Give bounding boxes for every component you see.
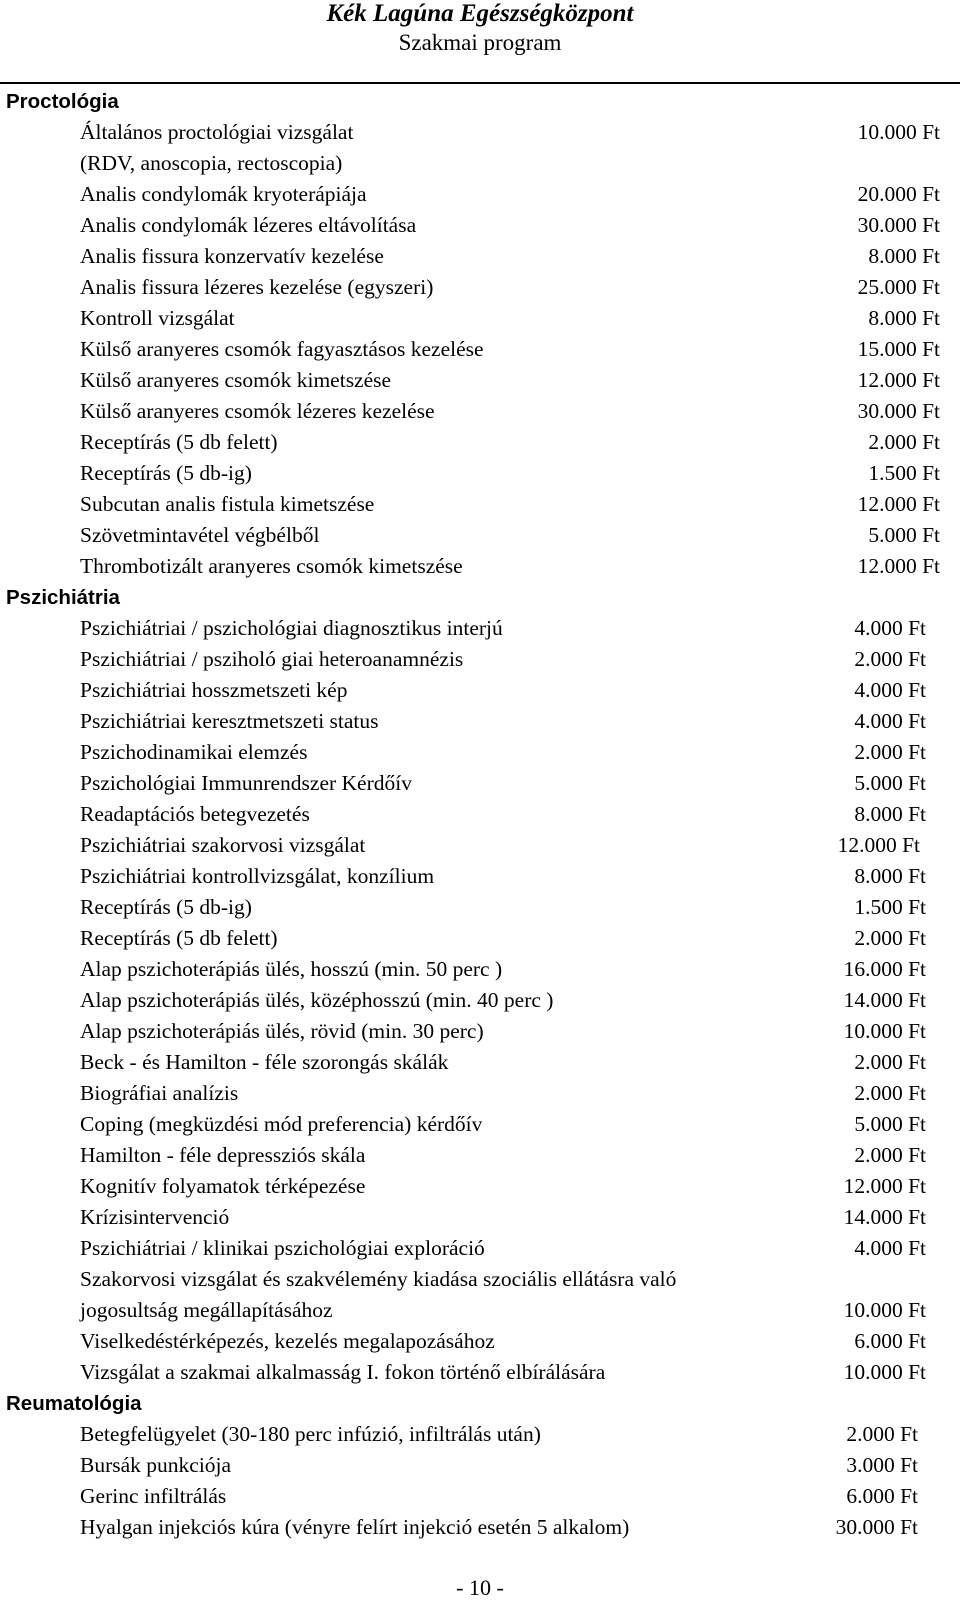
list-item: [0, 365, 960, 396]
item-label: Pszichiátriai keresztmetszeti status: [80, 709, 379, 733]
list-item: [0, 210, 960, 241]
item-price: 16.000 Ft: [843, 957, 926, 981]
item-price: 4.000 Ft: [854, 616, 926, 640]
list-item: [0, 1512, 960, 1543]
item-label: Pszichiátriai / psziholó giai heteroanamnézis: [80, 647, 464, 671]
list-item: [0, 1419, 960, 1450]
item-price: 8.000 Ft: [868, 306, 940, 330]
item-label: Analis fissura konzervatív kezelése: [80, 244, 384, 268]
price-list: [0, 86, 960, 1543]
item-price: 5.000 Ft: [868, 523, 940, 547]
item-price: 2.000 Ft: [854, 1081, 926, 1105]
item-label: Pszichiátriai hosszmetszeti kép: [80, 678, 348, 702]
item-price: 12.000 Ft: [857, 554, 940, 578]
item-label: Biográfiai analízis: [80, 1081, 239, 1105]
item-label: Bursák punkciója: [80, 1453, 232, 1477]
item-price: 12.000 Ft: [857, 368, 940, 392]
list-item: [0, 427, 960, 458]
item-label: Pszichiátriai szakorvosi vizsgálat: [80, 833, 366, 857]
list-item: [0, 675, 960, 706]
list-item: [0, 520, 960, 551]
list-item: [0, 1140, 960, 1171]
section-proctologia: [0, 86, 960, 582]
item-price: 10.000 Ft: [843, 1019, 926, 1043]
item-label: Analis condylomák lézeres eltávolítása: [80, 213, 417, 237]
item-price: 2.000 Ft: [846, 1422, 918, 1446]
item-label: Külső aranyeres csomók lézeres kezelése: [80, 399, 435, 423]
header-divider: [0, 82, 960, 84]
list-item: [0, 1481, 960, 1512]
item-price: 4.000 Ft: [854, 678, 926, 702]
list-item: [0, 1326, 960, 1357]
item-price: 2.000 Ft: [854, 926, 926, 950]
list-item: [0, 148, 960, 179]
item-label: Kognitív folyamatok térképezése: [80, 1174, 366, 1198]
item-label: Külső aranyeres csomók kimetszése: [80, 368, 392, 392]
list-item: [0, 613, 960, 644]
list-item: [0, 1047, 960, 1078]
item-label: Alap pszichoterápiás ülés, középhosszú (min. 40 perc ): [80, 988, 554, 1012]
item-price: 2.000 Ft: [854, 1050, 926, 1074]
section-pszichiatria: [0, 582, 960, 1388]
item-label: Pszichiátriai / klinikai pszichológiai exploráció: [80, 1236, 485, 1260]
item-price: 5.000 Ft: [854, 1112, 926, 1136]
item-label: Alap pszichoterápiás ülés, hosszú (min. 50 perc ): [80, 957, 503, 981]
item-label: Szakorvosi vizsgálat és szakvélemény kiadása szociális ellátásra való: [80, 1267, 677, 1291]
item-label: Gerinc infiltrálás: [80, 1484, 227, 1508]
item-label: Receptírás (5 db-ig): [80, 461, 252, 485]
item-price: 3.000 Ft: [846, 1453, 918, 1477]
item-price: 8.000 Ft: [854, 864, 926, 888]
item-label: Általános proctológiai vizsgálat: [80, 120, 354, 144]
item-price: 14.000 Ft: [843, 988, 926, 1012]
list-item: [0, 768, 960, 799]
list-item: [0, 179, 960, 210]
list-item: [0, 396, 960, 427]
item-price: 10.000 Ft: [843, 1298, 926, 1322]
item-price: 30.000 Ft: [835, 1515, 918, 1539]
item-price: 12.000 Ft: [837, 833, 920, 857]
item-price: 6.000 Ft: [854, 1329, 926, 1353]
item-label: Pszichiátriai / pszichológiai diagnosztikus interjú: [80, 616, 503, 640]
list-item: [0, 799, 960, 830]
item-price: 10.000 Ft: [843, 1360, 926, 1384]
item-price: 25.000 Ft: [857, 275, 940, 299]
item-label: Alap pszichoterápiás ülés, rövid (min. 30 perc): [80, 1019, 484, 1043]
item-price: 12.000 Ft: [857, 492, 940, 516]
list-item: [0, 334, 960, 365]
item-price: 15.000 Ft: [857, 337, 940, 361]
item-price: 8.000 Ft: [868, 244, 940, 268]
item-price: 1.500 Ft: [854, 895, 926, 919]
item-price: 4.000 Ft: [854, 709, 926, 733]
item-price: 2.000 Ft: [868, 430, 940, 454]
item-label: jogosultság megállapításához: [80, 1298, 333, 1322]
item-price: 4.000 Ft: [854, 1236, 926, 1260]
item-label: Pszichológiai Immunrendszer Kérdőív: [80, 771, 412, 795]
item-price: 20.000 Ft: [857, 182, 940, 206]
item-price: 2.000 Ft: [854, 1143, 926, 1167]
section-title: Pszichiátria: [6, 586, 120, 609]
item-price: 10.000 Ft: [857, 120, 940, 144]
list-item: [0, 1202, 960, 1233]
item-label: Coping (megküzdési mód preferencia) kérdőív: [80, 1112, 483, 1136]
list-item: [0, 892, 960, 923]
list-item: [0, 489, 960, 520]
list-item: [0, 1233, 960, 1264]
item-label: Szövetmintavétel végbélből: [80, 523, 320, 547]
item-label: Hamilton - féle depressziós skála: [80, 1143, 366, 1167]
item-label: Beck - és Hamilton - féle szorongás skálák: [80, 1050, 449, 1074]
item-label: Pszichiátriai kontrollvizsgálat, konzílium: [80, 864, 435, 888]
list-item: [0, 1450, 960, 1481]
page-number: - 10 -: [456, 1575, 504, 1600]
list-item: [0, 241, 960, 272]
list-item: [0, 1295, 960, 1326]
item-label: Subcutan analis fistula kimetszése: [80, 492, 375, 516]
organization-title: Kék Lagúna Egészségközpont: [326, 0, 634, 27]
item-price: 30.000 Ft: [857, 213, 940, 237]
item-label: Hyalgan injekciós kúra (vényre felírt injekció esetén 5 alkalom): [80, 1515, 630, 1539]
list-item: [0, 1109, 960, 1140]
item-label: Analis fissura lézeres kezelése (egyszeri): [80, 275, 434, 299]
list-item: [0, 551, 960, 582]
list-item: [0, 644, 960, 675]
item-label: Receptírás (5 db felett): [80, 926, 278, 950]
list-item: [0, 303, 960, 334]
item-label: Readaptációs betegvezetés: [80, 802, 310, 826]
list-item: [0, 458, 960, 489]
item-price: 1.500 Ft: [868, 461, 940, 485]
list-item: [0, 1016, 960, 1047]
item-label: Krízisintervenció: [80, 1205, 230, 1229]
item-label: Receptírás (5 db felett): [80, 430, 278, 454]
section-title: Proctológia: [6, 90, 119, 113]
list-item: [0, 706, 960, 737]
item-price: 12.000 Ft: [843, 1174, 926, 1198]
item-price: 8.000 Ft: [854, 802, 926, 826]
list-item: [0, 861, 960, 892]
item-price: 6.000 Ft: [846, 1484, 918, 1508]
item-label: Külső aranyeres csomók fagyasztásos kezelése: [80, 337, 484, 361]
program-subtitle: Szakmai program: [398, 30, 562, 55]
item-label: Betegfelügyelet (30-180 perc infúzió, infiltrálás után): [80, 1422, 541, 1446]
list-item: [0, 117, 960, 148]
item-price: 14.000 Ft: [843, 1205, 926, 1229]
list-item: [0, 1357, 960, 1388]
section-reumatologia: [0, 1388, 960, 1543]
item-label: Vizsgálat a szakmai alkalmasság I. fokon történő elbírálására: [80, 1360, 606, 1384]
item-label: Kontroll vizsgálat: [80, 306, 235, 330]
item-price: 2.000 Ft: [854, 647, 926, 671]
item-price: 2.000 Ft: [854, 740, 926, 764]
item-price: 30.000 Ft: [857, 399, 940, 423]
item-label: (RDV, anoscopia, rectoscopia): [80, 151, 343, 175]
item-label: Pszichodinamikai elemzés: [80, 740, 308, 764]
list-item: [0, 830, 960, 861]
list-item: [0, 923, 960, 954]
list-item: [0, 954, 960, 985]
list-item: [0, 272, 960, 303]
item-label: Viselkedéstérképezés, kezelés megalapozásához: [80, 1329, 495, 1353]
item-label: Thrombotizált aranyeres csomók kimetszése: [80, 554, 463, 578]
list-item: [0, 985, 960, 1016]
section-title: Reumatológia: [6, 1392, 142, 1415]
list-item: [0, 737, 960, 768]
list-item: [0, 1264, 960, 1295]
item-price: 5.000 Ft: [854, 771, 926, 795]
list-item: [0, 1078, 960, 1109]
item-label: Analis condylomák kryoterápiája: [80, 182, 367, 206]
item-label: Receptírás (5 db-ig): [80, 895, 252, 919]
list-item: [0, 1171, 960, 1202]
